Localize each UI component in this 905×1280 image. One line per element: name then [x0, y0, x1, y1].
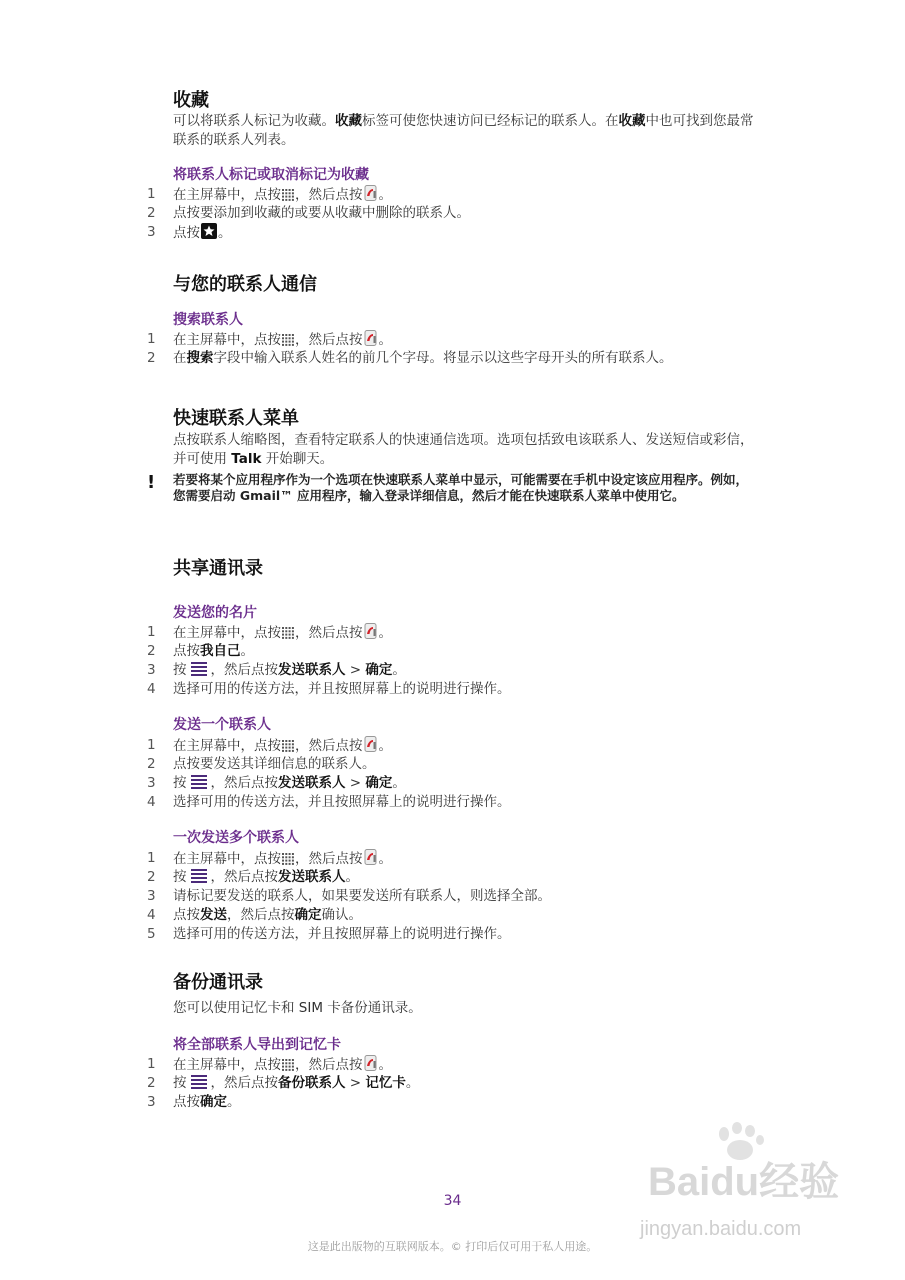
menu-icon: [188, 662, 210, 682]
step-number: 1: [147, 624, 156, 640]
step-number: 3: [147, 224, 156, 240]
section-title-communicate: 与您的联系人通信: [173, 274, 317, 295]
step-text: 按 ，然后点按发送联系人 > 确定。: [173, 774, 733, 795]
step-number: 3: [147, 775, 156, 791]
step-number: 3: [147, 888, 156, 904]
step-text: 在主屏幕中，点按 ，然后点按 。: [173, 849, 733, 871]
step-number: 4: [147, 907, 156, 923]
step-number: 2: [147, 1075, 156, 1091]
step-text: 选择可用的传送方法，并且按照屏幕上的说明进行操作。: [173, 681, 511, 697]
export-subheading: 将全部联系人导出到记忆卡: [173, 1037, 341, 1053]
step-text: 选择可用的传送方法，并且按照屏幕上的说明进行操作。: [173, 926, 511, 942]
step-number: 2: [147, 205, 156, 221]
step-number: 2: [147, 756, 156, 772]
watermark-logo: Baidu经验: [648, 1160, 840, 1204]
step-text: 在主屏幕中，点按 ，然后点按 。: [173, 330, 733, 352]
step-number: 1: [147, 1056, 156, 1072]
step-number: 2: [147, 869, 156, 885]
menu-icon: [188, 775, 210, 795]
send-card-subheading: 发送您的名片: [173, 605, 257, 621]
step-text: 按 ，然后点按发送联系人 > 确定。: [173, 661, 733, 682]
section-title-share: 共享通讯录: [173, 558, 263, 579]
watermark-url: jingyan.baidu.com: [640, 1218, 802, 1240]
step-number: 3: [147, 662, 156, 678]
step-text: 选择可用的传送方法，并且按照屏幕上的说明进行操作。: [173, 794, 511, 810]
section-title-backup: 备份通讯录: [173, 972, 263, 993]
exclamation-icon: !: [147, 472, 156, 493]
step-number: 1: [147, 186, 156, 202]
favorites-subheading: 将联系人标记或取消标记为收藏: [173, 167, 369, 183]
step-text: 按 ，然后点按发送联系人。: [173, 868, 733, 889]
step-number: 2: [147, 350, 156, 366]
favorites-paragraph: 可以将联系人标记为收藏。收藏标签可使您快速访问已经标记的联系人。在收藏中也可找到您最常联系的联系人列表。: [173, 113, 754, 148]
footer-note: 这是此出版物的互联网版本。© 打印后仅可用于私人用途。: [307, 1240, 598, 1253]
step-text: 点按确定。: [173, 1094, 241, 1110]
step-text: 在主屏幕中，点按 ，然后点按 。: [173, 736, 733, 758]
step-text: 在主屏幕中，点按 ，然后点按 。: [173, 185, 733, 207]
step-text: 按 ，然后点按备份联系人 > 记忆卡。: [173, 1074, 733, 1095]
menu-icon: [188, 869, 210, 889]
send-one-subheading: 发送一个联系人: [173, 717, 271, 733]
send-multiple-subheading: 一次发送多个联系人: [173, 830, 299, 846]
step-number: 1: [147, 331, 156, 347]
step-text: 在搜索字段中输入联系人姓名的前几个字母。将显示以这些字母开头的所有联系人。: [173, 350, 673, 366]
quick-menu-paragraph: 点按联系人缩略图，查看特定联系人的快速通信选项。选项包括致电该联系人、发送短信或彩信，并可使用 Talk 开始聊天。: [173, 432, 754, 467]
step-text: 点按 。: [173, 223, 733, 245]
step-number: 4: [147, 681, 156, 697]
step-text: 点按要发送其详细信息的联系人。: [173, 756, 376, 772]
step-number: 2: [147, 643, 156, 659]
step-number: 4: [147, 794, 156, 810]
step-number: 1: [147, 737, 156, 753]
step-number: 1: [147, 850, 156, 866]
step-text: 在主屏幕中，点按 ，然后点按 。: [173, 1055, 733, 1077]
search-subheading: 搜索联系人: [173, 312, 243, 328]
menu-icon: [188, 1075, 210, 1095]
step-text: 点按我自己。: [173, 643, 254, 659]
section-title-favorites: 收藏: [173, 90, 209, 111]
step-text: 点按要添加到收藏的或要从收藏中删除的联系人。: [173, 205, 470, 221]
step-text: 在主屏幕中，点按 ，然后点按 。: [173, 623, 733, 645]
baidu-watermark: [640, 1140, 880, 1260]
step-text: 请标记要发送的联系人，如果要发送所有联系人，则选择全部。: [173, 888, 551, 904]
note-text: 若要将某个应用程序作为一个选项在快速联系人菜单中显示，可能需要在手机中设定该应用程序。例如，您需要启动 Gmail™ 应用程序，输入登录详细信息，然后才能在快速联系人菜单中使用它。: [173, 472, 749, 503]
page-number: 34: [443, 1193, 462, 1209]
section-title-quick-menu: 快速联系人菜单: [173, 408, 299, 429]
step-number: 3: [147, 1094, 156, 1110]
step-number: 5: [147, 926, 156, 942]
note-box: [147, 472, 759, 522]
step-text: 点按发送，然后点按确定确认。: [173, 907, 362, 923]
backup-paragraph: 您可以使用记忆卡和 SIM 卡备份通讯录。: [173, 1000, 422, 1016]
star-icon: [201, 223, 217, 245]
